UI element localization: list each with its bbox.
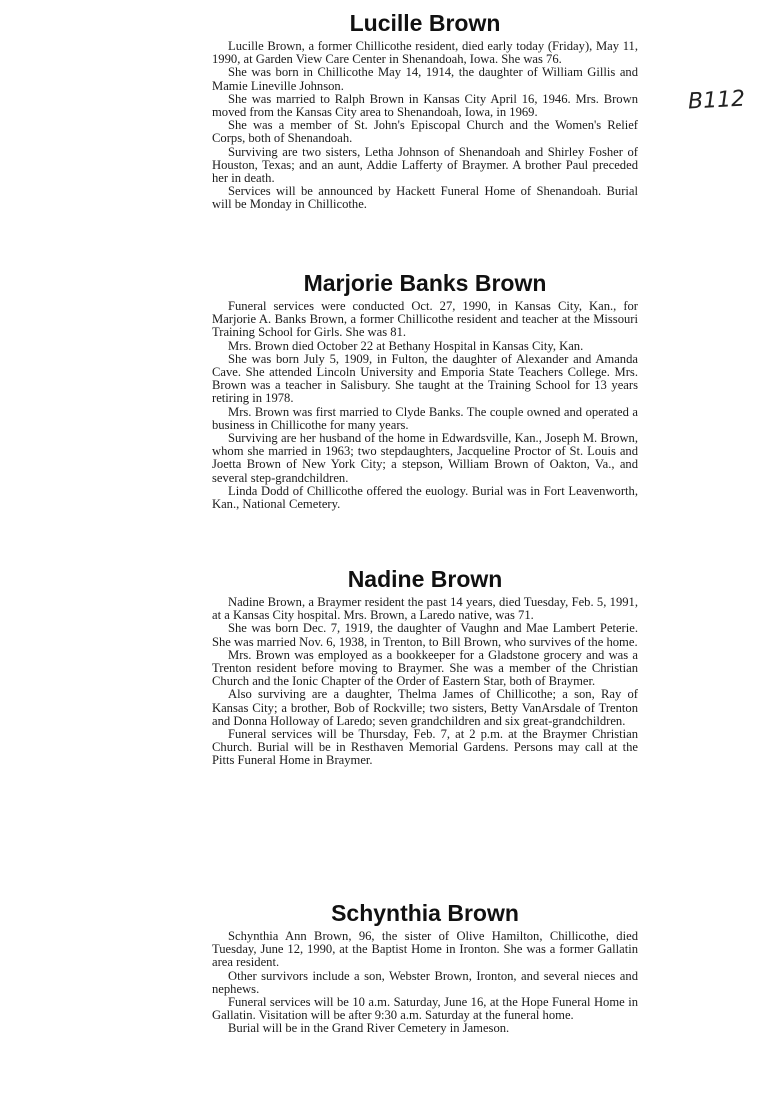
obituary-paragraph: Burial will be in the Grand River Cemetery in Jameson. [228, 1021, 510, 1036]
obituary-paragraph: Funeral services will be 10 a.m. Saturday, June 16, at the Hope Funeral Home in Gallatin. Visitation will be after 9:30 a.m. Saturday at the funeral home. [212, 995, 638, 1023]
obituary-heading: Marjorie Banks Brown [303, 270, 547, 296]
obituary-paragraph: Schynthia Ann Brown, 96, the sister of Olive Hamilton, Chillicothe, died Tuesday, June 12, 1990, at the Baptist Home in Ironton. She was a former Gallatin area resident. [212, 929, 638, 970]
obituary-schynthia-brown [212, 900, 638, 1036]
obituary-paragraph: Mrs. Brown was employed as a bookkeeper for a Gladstone grocery and was a Trenton resident before moving to Braymer. She was a member of the Christian Church and the Ionic Chapter of the Order of Eastern Star, both of Braymer. [212, 647, 638, 689]
obituary-paragraph: Also surviving are a daughter, Thelma James of Chillicothe; a son, Ray of Kansas City; a brother, Bob of Rockville; two sisters, Betty VanArsdale of Trenton and Donna Holloway of Laredo; seven grandchildren and six great-grandchildren. [212, 687, 638, 728]
obituary-heading: Lucille Brown [349, 10, 501, 36]
obituary-nadine-brown [212, 566, 638, 768]
obituary-paragraph: Mrs. Brown died October 22 at Bethany Hospital in Kansas City, Kan. [228, 338, 584, 353]
obituary-paragraph: Nadine Brown, a Braymer resident the past 14 years, died Tuesday, Feb. 5, 1991, at a Kansas City hospital. Mrs. Brown, a Laredo native, was 71. [212, 595, 638, 623]
obituary-heading: Schynthia Brown [331, 900, 519, 926]
obituary-marjorie-banks-brown [212, 270, 638, 511]
obituary-paragraph: Services will be announced by Hackett Funeral Home of Shenandoah. Burial will be Monday in Chillicothe. [212, 184, 638, 212]
obituary-paragraph: She was born Dec. 7, 1919, the daughter of Vaughn and Mae Lambert Peterie. She was married Nov. 6, 1938, in Trenton, to Bill Brown, who survives of the home. [212, 621, 638, 649]
obituary-paragraph: Linda Dodd of Chillicothe offered the euology. Burial was in Fort Leavenworth, Kan., National Cemetery. [212, 483, 638, 512]
obituary-paragraph: Mrs. Brown was first married to Clyde Banks. The couple owned and operated a business in Chillicothe for many years. [212, 404, 638, 432]
obituary-heading: Nadine Brown [347, 566, 503, 592]
obituary-paragraph: Lucille Brown, a former Chillicothe resident, died early today (Friday), May 11, 1990, at Garden View Care Center in Shenandoah, Iowa. She was 76. [212, 39, 638, 67]
obituary-paragraph: Surviving are two sisters, Letha Johnson of Shenandoah and Shirley Fosher of Houston, Texas; and an aunt, Addie Lafferty of Braymer. A brother Paul preceded her in death. [212, 144, 638, 186]
obituary-paragraph: She was born July 5, 1909, in Fulton, the daughter of Alexander and Amanda Cave. She attended Lincoln University and Emporia State Teachers College. Mrs. Brown was a teacher in Salisbury. She taught at the Training School for 13 years retiring in 1978. [212, 351, 638, 406]
obituary-paragraph: Other survivors include a son, Webster Brown, Ironton, and several nieces and nephews. [212, 968, 638, 996]
obituary-paragraph: Funeral services were conducted Oct. 27, 1990, in Kansas City, Kan., for Marjorie A. Banks Brown, a former Chillicothe resident and teacher at the Missouri Training School for Girls. She was 81. [212, 299, 638, 340]
obituary-paragraph: Surviving are her husband of the home in Edwardsville, Kan., Joseph M. Brown, whom she married in 1963; two stepdaughters, Jacqueline Proctor of St. Louis and Joetta Brown of New York City; a stepson, William Brown of Oakton, Va., and several step-grandchildren. [212, 431, 638, 485]
obituary-paragraph: She was a member of St. John's Episcopal Church and the Women's Relief Corps, both of Shenandoah. [212, 118, 638, 146]
obituary-paragraph: Funeral services will be Thursday, Feb. 7, at 2 p.m. at the Braymer Christian Church. Burial will be in Resthaven Memorial Gardens. Persons may call at the Pitts Funeral Home in Braymer. [212, 727, 638, 768]
handwritten-page-number: B112 [687, 86, 746, 115]
obituary-paragraph: She was married to Ralph Brown in Kansas City April 16, 1946. Mrs. Brown moved from the Kansas City area to Shenandoah, Iowa, in 1969. [212, 91, 638, 120]
obituary-paragraph: She was born in Chillicothe May 14, 1914, the daughter of William Gillis and Mamie Lineville Johnson. [212, 65, 638, 93]
obituary-lucille-brown [212, 10, 638, 212]
